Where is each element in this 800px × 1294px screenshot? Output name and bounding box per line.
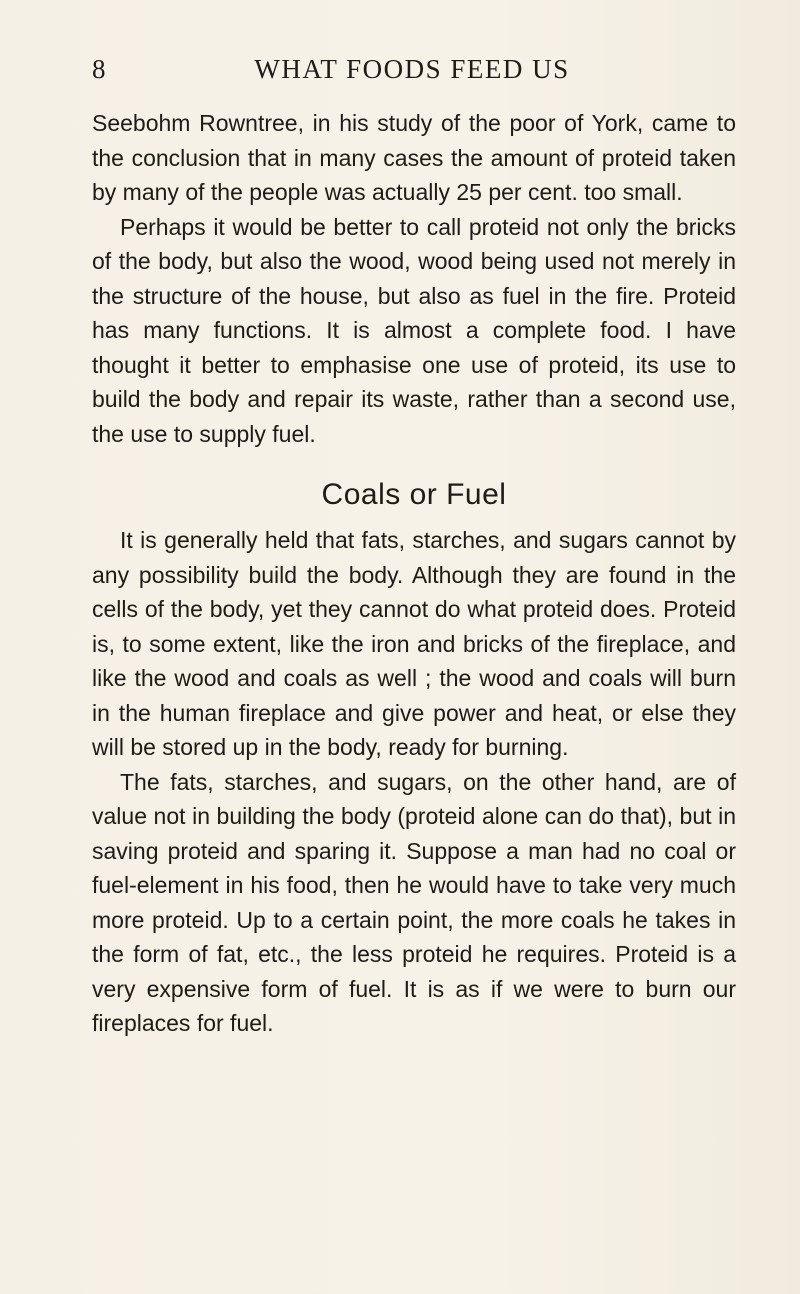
page-number: 8 <box>92 54 106 84</box>
running-title: WHAT FOODS FEED US <box>254 54 570 84</box>
running-head <box>92 54 732 94</box>
paragraph-fats-starches: It is generally held that fats, starches, and sugars cannot by any possibility build the body. Although they are found in the cells of the body, yet they cannot do what proteid does. Proteid is, to some extent, like the iron and bricks of the fireplace, and like the wood and coals as well ; the wood and coals will burn in the human fireplace and give power and heat, or else they will be stored up in the body, ready for burning. <box>92 527 736 760</box>
section-heading: Coals or Fuel <box>321 478 507 511</box>
paragraph-proteid-wood: Perhaps it would be better to call proteid not only the bricks of the body, but also the wood, wood being used not merely in the structure of the house, but also as fuel in the fire. Proteid has many functions. It is almost a complete food. I have thought it better to emphasise one use of proteid, its use to build the body and repair its waste, rather than a second use, the use to supply fuel. <box>92 213 736 447</box>
paragraph-rowntree: Seebohm Rowntree, in his study of the poor of York, came to the conclusion that in many cases the amount of proteid taken by many of the people was actually 25 per cent. too small. <box>92 110 736 205</box>
body-text <box>92 106 736 1041</box>
paragraph-fuel-element: The fats, starches, and sugars, on the other hand, are of value not in building the body (proteid alone can do that), but in saving proteid and sparing it. Suppose a man had no coal or fuel-element in his food, then he would have to take very much more proteid. Up to a certain point, the more coals he takes in the form of fat, etc., the less proteid he requires. Proteid is a very expensive form of fuel. It is as if we were to burn our fireplaces for fuel. <box>92 768 736 1036</box>
